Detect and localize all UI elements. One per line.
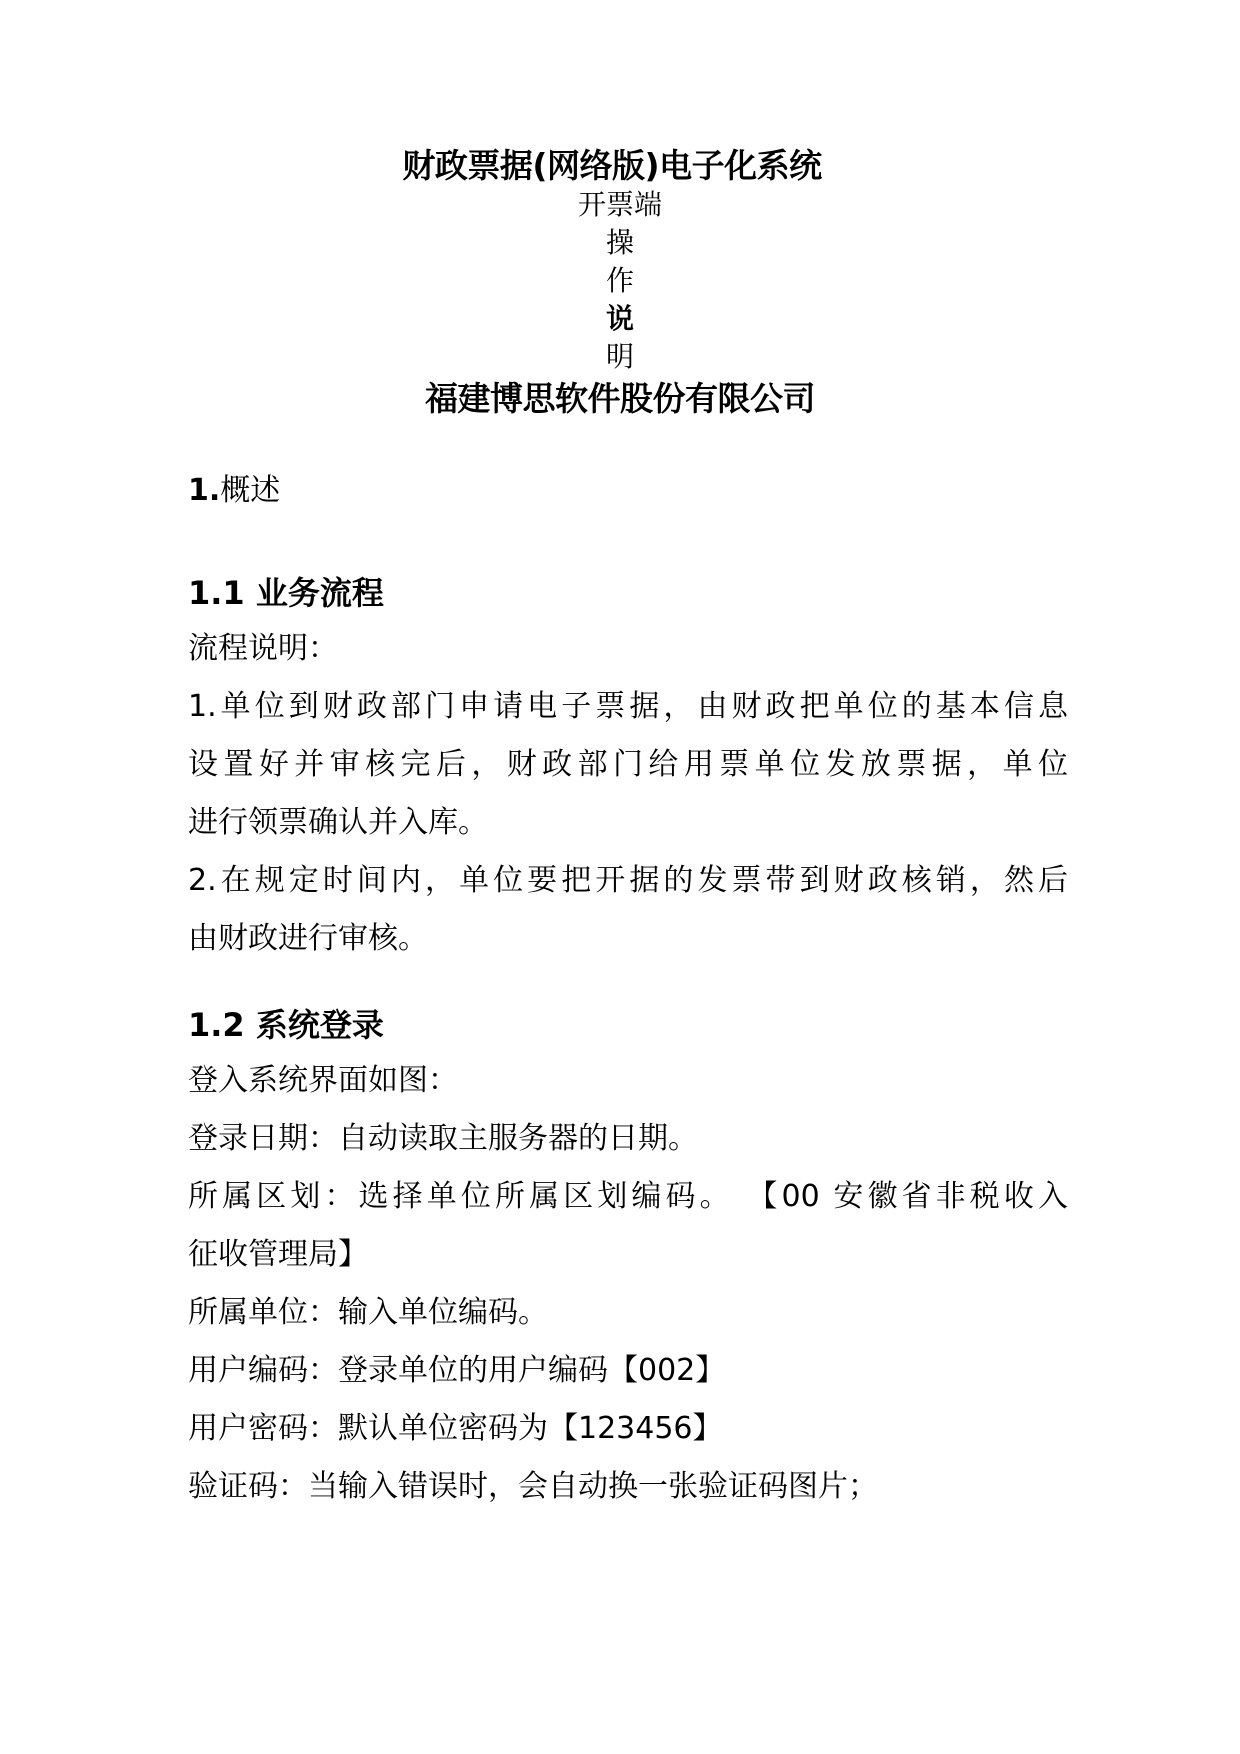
paragraph-line: 1.单位到财政部门申请电子票据，由财政把单位的基本信息 bbox=[188, 689, 1068, 724]
paragraph-line: 征收管理局】 bbox=[188, 1237, 368, 1272]
section-1-heading bbox=[188, 466, 280, 516]
paragraph-line: 验证码：当输入错误时，会自动换一张验证码图片； bbox=[188, 1469, 878, 1504]
paragraph-line: 所属区划：选择单位所属区划编码。 【00 安徽省非税收入 bbox=[188, 1179, 1068, 1214]
paragraph-line: 2.在规定时间内，单位要把开据的发票带到财政核销，然后 bbox=[188, 863, 1068, 898]
paragraph-line: 用户密码：默认单位密码为【123456】 bbox=[188, 1411, 723, 1446]
section-1-1-body bbox=[188, 620, 1068, 968]
paragraph-line: 用户编码：登录单位的用户编码【002】 bbox=[188, 1353, 726, 1388]
paragraph-line: 由财政进行审核。 bbox=[188, 921, 428, 956]
paragraph-line: 登入系统界面如图： bbox=[188, 1063, 458, 1098]
subtitle-char-1: 操 bbox=[605, 226, 634, 259]
title-block bbox=[0, 146, 1240, 422]
document-subtitle: 开票端 bbox=[577, 188, 662, 221]
section-1-1-heading: 1.1 业务流程 bbox=[188, 574, 384, 612]
paragraph-line: 登录日期：自动读取主服务器的日期。 bbox=[188, 1121, 698, 1156]
paragraph-line: 进行领票确认并入库。 bbox=[188, 805, 488, 840]
section-1-title: 概述 bbox=[220, 473, 281, 508]
section-1-2-heading: 1.2 系统登录 bbox=[188, 1006, 384, 1044]
section-1-number: 1. bbox=[188, 473, 221, 508]
paragraph-line: 设置好并审核完后，财政部门给用票单位发放票据，单位 bbox=[188, 747, 1068, 782]
subtitle-char-3: 说 bbox=[605, 302, 634, 335]
document-title: 财政票据(网络版)电子化系统 bbox=[402, 146, 822, 185]
company-name: 福建博思软件股份有限公司 bbox=[425, 379, 815, 418]
section-1-2-body bbox=[188, 1052, 1068, 1516]
paragraph-line: 流程说明： bbox=[188, 631, 338, 666]
subtitle-char-4: 明 bbox=[605, 340, 634, 373]
subtitle-char-2: 作 bbox=[605, 264, 634, 297]
paragraph-line: 所属单位：输入单位编码。 bbox=[188, 1295, 548, 1330]
